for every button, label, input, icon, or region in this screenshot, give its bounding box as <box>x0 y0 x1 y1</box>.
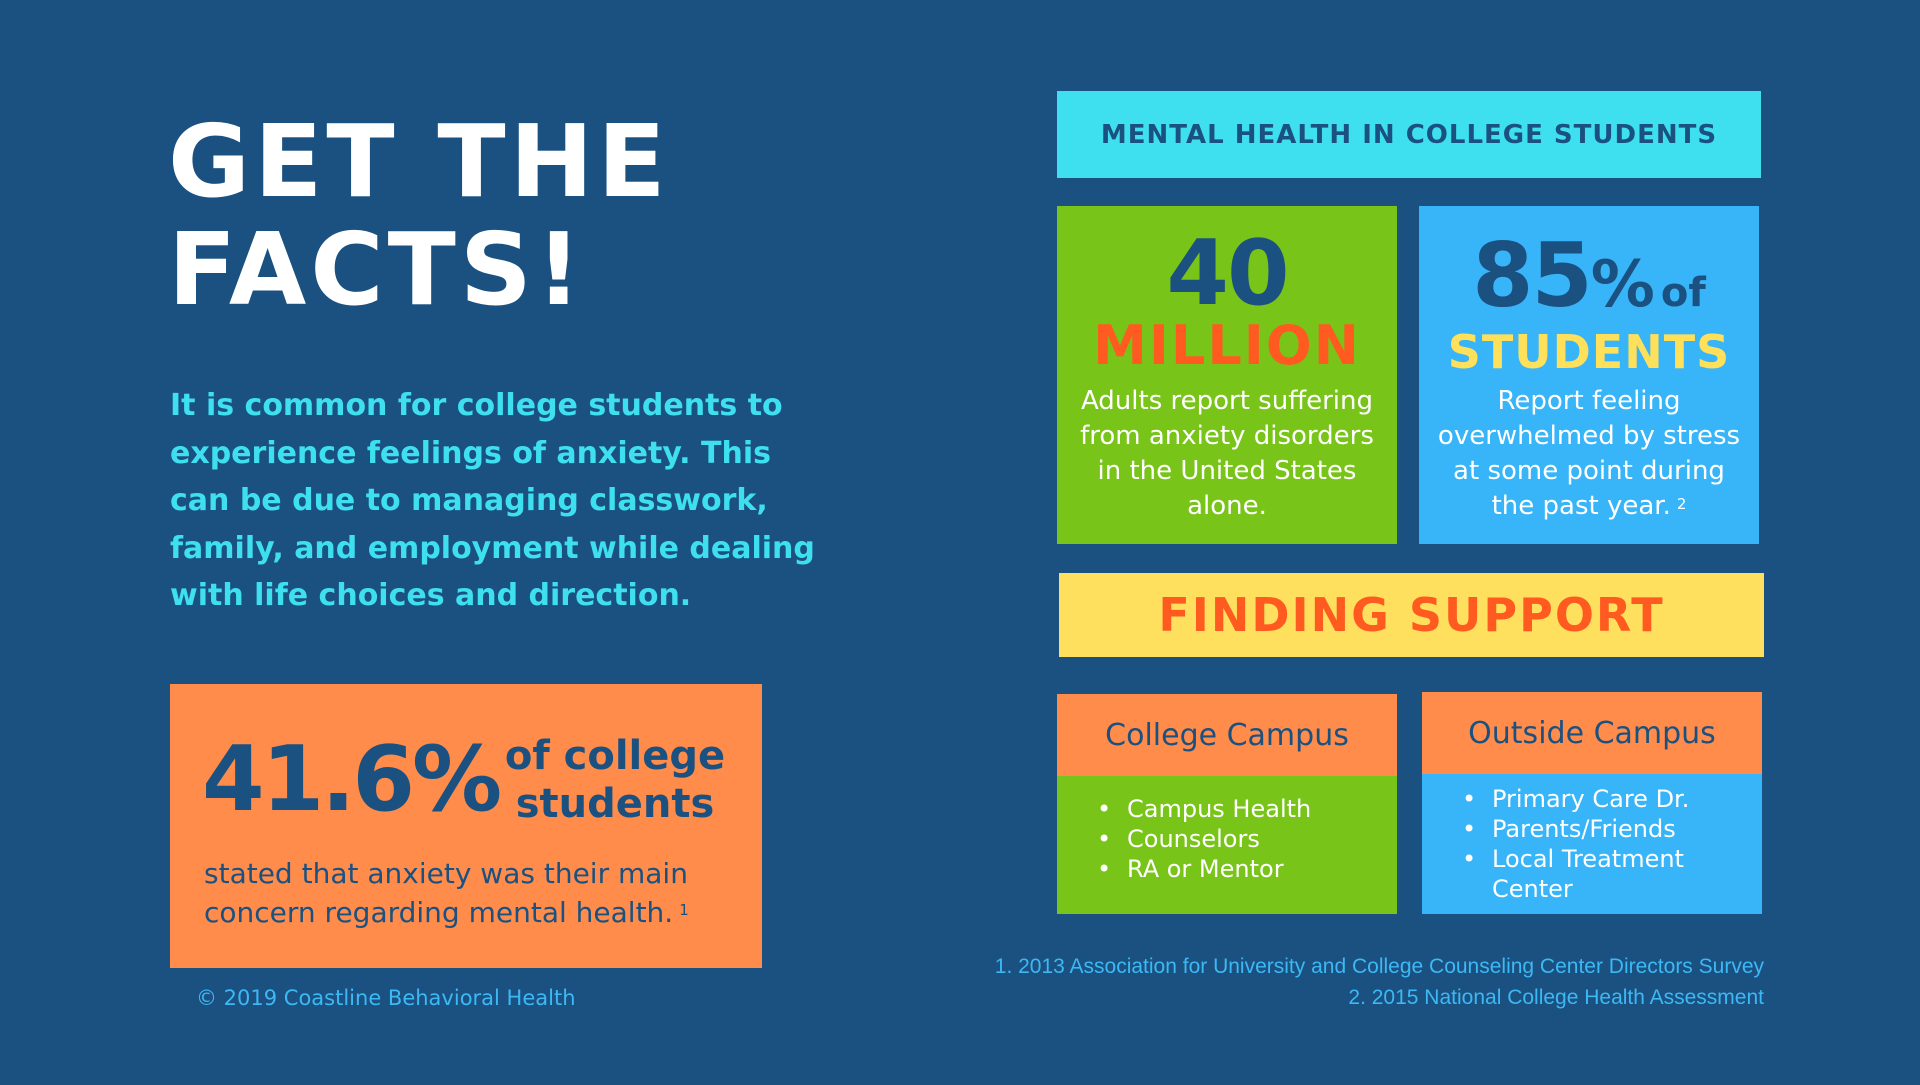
reference-2: 2. 2015 National College Health Assessment <box>1348 986 1764 1009</box>
anxiety-stat-of-line-2: students <box>515 781 715 827</box>
students-stat-percent: % <box>1590 248 1655 322</box>
anxiety-stat-description-text: stated that anxiety was their main concern regarding mental health. <box>204 857 688 929</box>
adults-stat-unit: MILLION <box>1093 314 1361 377</box>
outside-campus-card <box>1422 692 1762 914</box>
outside-campus-body <box>1422 774 1762 914</box>
list-item: • Local Treatment Center <box>1492 844 1762 904</box>
college-campus-list <box>1057 776 1397 884</box>
outside-campus-title: Outside Campus <box>1422 692 1762 774</box>
college-campus-title: College Campus <box>1057 694 1397 776</box>
mental-health-banner <box>1057 91 1761 178</box>
reference-1: 1. 2013 Association for University and College Counseling Center Directors Survey <box>994 955 1764 978</box>
list-item: • Primary Care Dr. <box>1492 784 1762 814</box>
adults-stat-description: Adults report suffering from anxiety disorders in the United States alone. <box>1080 386 1374 521</box>
intro-paragraph: It is common for college students to experience feelings of anxiety. This can be due to managing classwork, family, and employment while dealing with life choices and direction. <box>170 388 815 613</box>
students-stat-box <box>1419 206 1759 544</box>
anxiety-stat-value: 41.6% <box>202 727 500 832</box>
headline <box>168 103 670 328</box>
list-item: • Campus Health <box>1127 794 1397 824</box>
students-stat-unit: STUDENTS <box>1447 325 1731 379</box>
finding-support-banner <box>1059 573 1764 657</box>
students-stat-description <box>1429 384 1749 524</box>
anxiety-stat-description <box>204 854 744 932</box>
students-stat-number-row <box>1419 226 1759 326</box>
footnote-marker-1: 1 <box>679 901 689 919</box>
students-stat-description-text: Report feeling overwhelmed by stress at some point during the past year. <box>1437 386 1741 521</box>
anxiety-stat-of <box>500 732 730 828</box>
banner-title: MENTAL HEALTH IN COLLEGE STUDENTS <box>1100 119 1718 150</box>
footnote-marker-2: 2 <box>1676 495 1687 513</box>
adults-stat-box <box>1057 206 1397 544</box>
anxiety-stat-of-line-1: of college <box>504 733 726 779</box>
copyright: © 2019 Coastline Behavioral Health <box>196 986 576 1010</box>
list-item: • Parents/Friends <box>1492 814 1762 844</box>
college-campus-card <box>1057 694 1397 914</box>
references <box>860 951 1764 1013</box>
outside-campus-list <box>1422 774 1762 904</box>
adults-stat-value: 40 <box>1166 221 1288 326</box>
students-stat-value: 85 <box>1472 224 1591 327</box>
students-stat-of: of <box>1660 270 1706 316</box>
headline-line-1: GET THE <box>168 103 670 220</box>
anxiety-stat-box <box>170 684 762 968</box>
support-title: FINDING SUPPORT <box>1158 588 1665 642</box>
headline-line-2: FACTS! <box>168 211 586 328</box>
list-item: • Counselors <box>1127 824 1397 854</box>
college-campus-body <box>1057 776 1397 914</box>
list-item: • RA or Mentor <box>1127 854 1397 884</box>
